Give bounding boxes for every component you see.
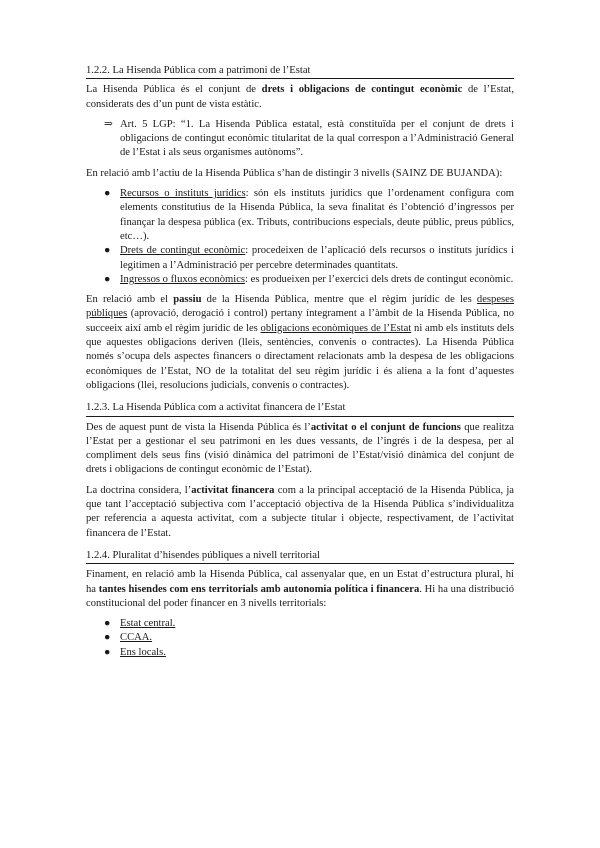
text-run: La doctrina considera, l’ xyxy=(86,484,192,496)
text-run: La Hisenda Pública és el conjunt de xyxy=(86,84,262,96)
text-run: . Hi ha una distribució constitucional del poder financer en 3 nivells territorials: xyxy=(86,583,514,609)
list-item-text xyxy=(120,273,514,287)
list-item xyxy=(86,187,514,244)
underlined-term: CCAA. xyxy=(120,632,153,644)
bullet-icon: ● xyxy=(104,188,111,200)
list-item-text xyxy=(120,617,514,631)
section-heading-1-2-2: 1.2.2. La Hisenda Pública com a patrimoni de l’Estat xyxy=(86,64,514,79)
list-item-text xyxy=(120,244,514,273)
bold-term: drets i obligacions de contingut econòmic xyxy=(261,84,463,96)
list-item xyxy=(86,631,514,645)
underlined-term: despeses públiques xyxy=(86,294,514,320)
text-run: (aprovació, derogació i control) pertany íntegrament a l’àmbit de la Hisenda Pública, no succeeix així amb el règim jurídic de les xyxy=(86,308,514,334)
paragraph-hisenda-definition xyxy=(86,83,514,112)
bold-term: tantes hisendes com ens territorials amb autonomia política i financera xyxy=(98,583,420,595)
underlined-term: Estat central. xyxy=(120,618,176,630)
list-item-text xyxy=(120,646,514,660)
list-item-text xyxy=(120,187,514,244)
underlined-term: Recursos o instituts jurídics xyxy=(120,188,246,200)
paragraph-passiu xyxy=(86,293,514,393)
levels-list xyxy=(86,187,514,287)
bullet-icon: ● xyxy=(104,646,111,658)
bold-term: activitat financera xyxy=(191,484,275,496)
bullet-icon: ● xyxy=(104,273,111,285)
underlined-term: Drets de contingut econòmic xyxy=(120,245,246,257)
section-heading-1-2-3: 1.2.3. La Hisenda Pública com a activitat financera de l’Estat xyxy=(86,401,514,416)
bold-term: passiu xyxy=(173,294,202,306)
text-run: ni amb els instituts dels que aquestes obligacions deriven (lleis, sentències, convenis o contractes). La Hisenda Pública només s’ocupa dels aspectes financers o directament relacionats amb la despesa de les obligacions econòmiques de l’Estat, NO de la totalitat del seu règim jurídic i és aliena a la font d’aquestes obligacions (llei, resolucions judicials, convenis o contractes). xyxy=(86,322,514,391)
text-run: de l’Estat, considerats des d’un punt de vista estàtic. xyxy=(86,84,514,110)
text-run: : són els instituts jurídics que l’ordenament configura com elements constitutius de la Hisenda Pública, la seva finalitat és l’obtenció d’ingressos per finançar la despesa pública (ex. Tributs, contribucions especials, deute públic, preus públics, etc…). xyxy=(120,188,514,242)
text-run: de la Hisenda Pública, mentre que el règim jurídic de les xyxy=(201,294,477,306)
section-heading-1-2-4: 1.2.4. Pluralitat d’hisendes públiques a nivell territorial xyxy=(86,549,514,564)
bold-term: activitat o el conjunt de funcions xyxy=(310,421,461,433)
quote-block xyxy=(104,118,514,161)
paragraph-levels-intro: En relació amb l’actiu de la Hisenda Pública s’han de distingir 3 nivells (SAINZ DE BUJANDA): xyxy=(86,167,503,179)
underlined-term: Ingressos o fluxos econòmics xyxy=(120,273,246,285)
text-run: Finament, en relació amb la Hisenda Pública, cal assenyalar que, en un Estat d’estructura plural, hi ha xyxy=(86,569,514,595)
paragraph-activitat xyxy=(86,421,514,478)
text-run: com a la principal acceptació de la Hisenda Pública, ja que tant l’acceptació subjectiva com l’acceptació objectiva de la Hisenda Pública s’individualitza per referencia a aquesta activitat, com a subjecte titular i objecte, respectivament, de l’activitat financera de l’Estat. xyxy=(86,484,514,539)
list-item xyxy=(86,646,514,660)
bullet-icon: ● xyxy=(104,618,111,630)
list-item xyxy=(86,244,514,273)
underlined-term: obligacions econòmiques de l’Estat xyxy=(260,322,412,334)
text-run: : procedeixen de l’aplicació dels recursos o instituts jurídics i legitimen a l’Administració per percebre determinades quantitats. xyxy=(120,245,514,271)
text-run: Des de aquest punt de vista la Hisenda Pública és l’ xyxy=(86,421,311,433)
text-run: En relació amb el xyxy=(86,294,174,306)
bullet-icon: ● xyxy=(104,245,111,257)
quote-text: Art. 5 LGP: “1. La Hisenda Pública estatal, està constituïda per el conjunt de drets i obligacions de contingut econòmic titularitat de la qual correspon a l’Administració General de l’Estat i als seus organismes autònoms”. xyxy=(120,118,514,159)
arrow-right-icon: ⇒ xyxy=(104,118,113,130)
text-run: : es produeixen per l’exercici dels drets de contingut econòmic. xyxy=(245,273,514,285)
paragraph-pluralitat xyxy=(86,568,514,611)
territorial-levels-list xyxy=(86,617,514,660)
paragraph-doctrina xyxy=(86,484,514,541)
list-item-text xyxy=(120,631,514,645)
list-item xyxy=(86,617,514,631)
bullet-icon: ● xyxy=(104,632,111,644)
text-run: que realitza l’Estat per a gestionar el seu patrimoni en les dues vessants, de l’ingrés i de la despesa, per al compliment dels seus fins (visió dinàmica del patrimoni de l’Estat/visió dinàmica del conjunt de drets i obligacions de contingut econòmic de l’Estat). xyxy=(86,421,515,476)
underlined-term: Ens locals. xyxy=(120,646,166,658)
list-item xyxy=(86,273,514,287)
